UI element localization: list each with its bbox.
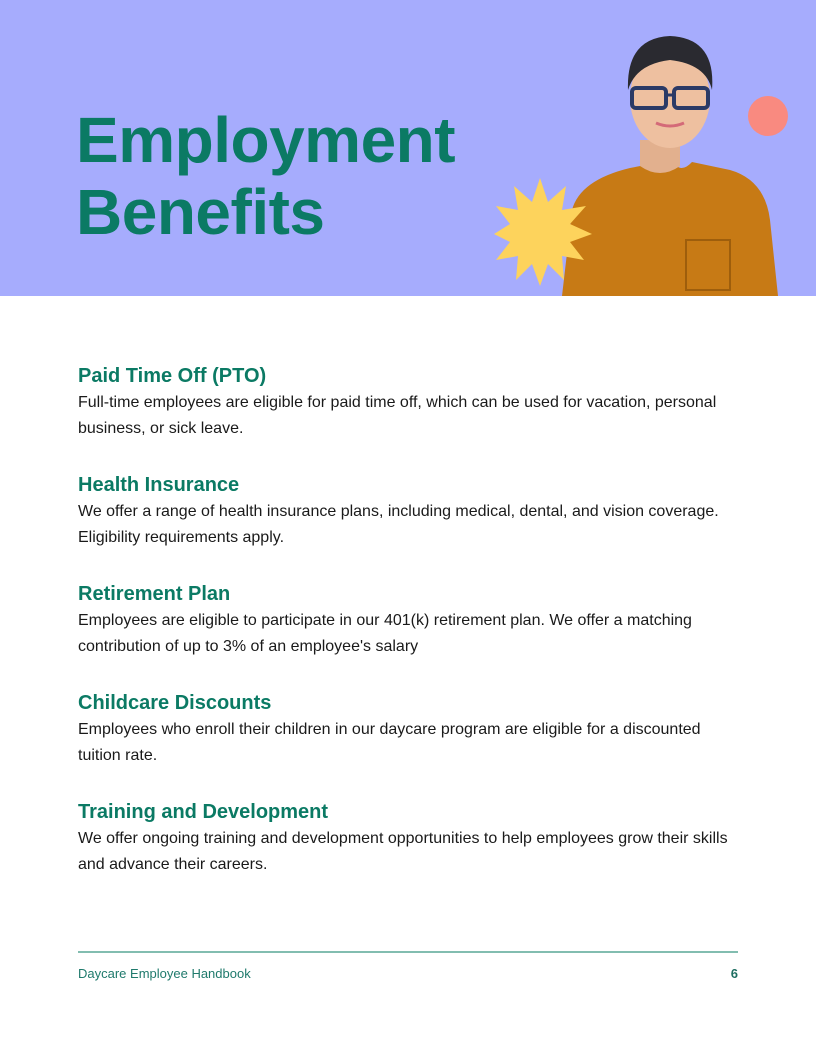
section-heading: Retirement Plan	[78, 583, 231, 605]
benefit-section-training	[78, 798, 738, 907]
benefit-section-childcare	[78, 689, 738, 798]
orange-shirt	[562, 160, 778, 296]
section-body: We offer a range of health insurance plans, including medical, dental, and vision coverage. Eligibility requirements apply.	[78, 503, 719, 546]
benefit-section-health	[78, 471, 738, 580]
section-heading: Health Insurance	[78, 474, 240, 496]
child-photo-illustration	[480, 20, 816, 296]
section-body: Employees who enroll their children in our daycare program are eligible for a discounted tuition rate.	[78, 721, 701, 764]
section-body: Employees are eligible to participate in our 401(k) retirement plan. We offer a matching contribution of up to 3% of an employee's salary	[78, 612, 692, 655]
page-title	[76, 104, 455, 248]
section-body: We offer ongoing training and development opportunities to help employees grow their skills and advance their careers.	[78, 830, 728, 873]
title-line-1: Employment	[76, 104, 456, 176]
benefit-section-pto	[78, 362, 738, 471]
footer-label: Daycare Employee Handbook	[78, 966, 251, 981]
title-line-2: Benefits	[76, 176, 325, 248]
benefits-list	[78, 362, 738, 907]
benefit-section-retirement	[78, 580, 738, 689]
section-heading: Paid Time Off (PTO)	[78, 365, 267, 387]
hero-banner	[0, 0, 816, 296]
section-body: Full-time employees are eligible for paid time off, which can be used for vacation, personal business, or sick leave.	[78, 394, 717, 437]
page-number: 6	[730, 966, 738, 981]
section-heading: Childcare Discounts	[78, 692, 272, 714]
coral-dot-decoration	[748, 96, 788, 136]
section-heading: Training and Development	[78, 801, 329, 823]
footer-divider	[78, 951, 738, 953]
